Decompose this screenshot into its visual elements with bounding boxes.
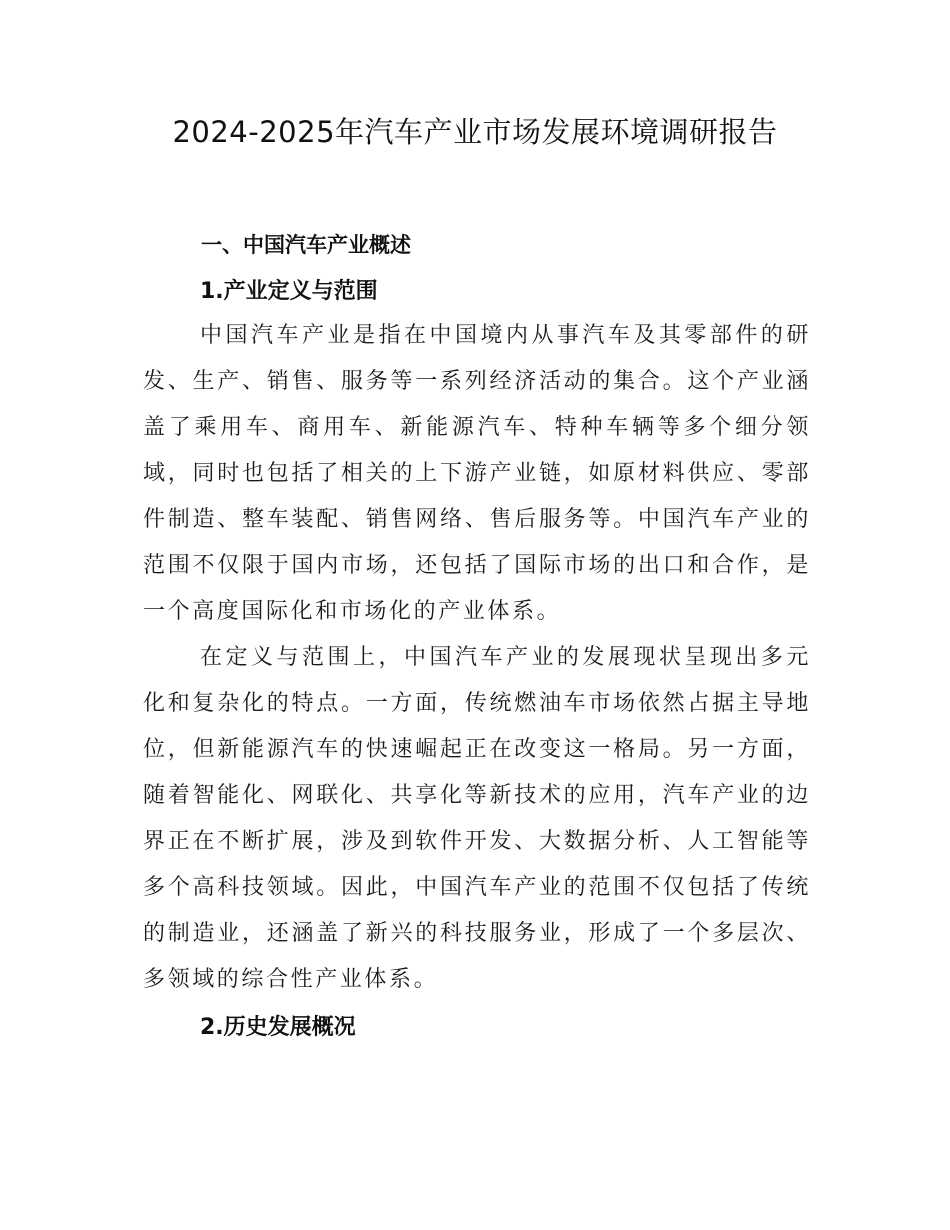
paragraph-scope: 在定义与范围上，中国汽车产业的发展现状呈现出多元化和复杂化的特点。一方面，传统燃油车市场依然占据主导地位，但新能源汽车的快速崛起正在改变这一格局。另一方面，随着智能化、网联化、共享化等新技术的应用，汽车产业的边界正在不断扩展，涉及到软件开发、大数据分析、人工智能等多个高科技领域。因此，中国汽车产业的范围不仅包括了传统的制造业，还涵盖了新兴的科技服务业，形成了一个多层次、多领域的综合性产业体系。 bbox=[143, 645, 811, 992]
section-heading: 一、中国汽车产业概述 bbox=[201, 233, 411, 257]
subsection-heading-definition: 1.产业定义与范围 bbox=[200, 279, 378, 304]
subsection-heading-history: 2.历史发展概况 bbox=[200, 1015, 356, 1040]
document-title: 2024-2025年汽车产业市场发展环境调研报告 bbox=[172, 115, 778, 149]
paragraph-definition: 中国汽车产业是指在中国境内从事汽车及其零部件的研发、生产、销售、服务等一系列经济活动的集合。这个产业涵盖了乘用车、商用车、新能源汽车、特种车辆等多个细分领域，同时也包括了相关的上下游产业链，如原材料供应、零部件制造、整车装配、销售网络、售后服务等。中国汽车产业的范围不仅限于国内市场，还包括了国际市场的出口和合作，是一个高度国际化和市场化的产业体系。 bbox=[143, 323, 811, 624]
